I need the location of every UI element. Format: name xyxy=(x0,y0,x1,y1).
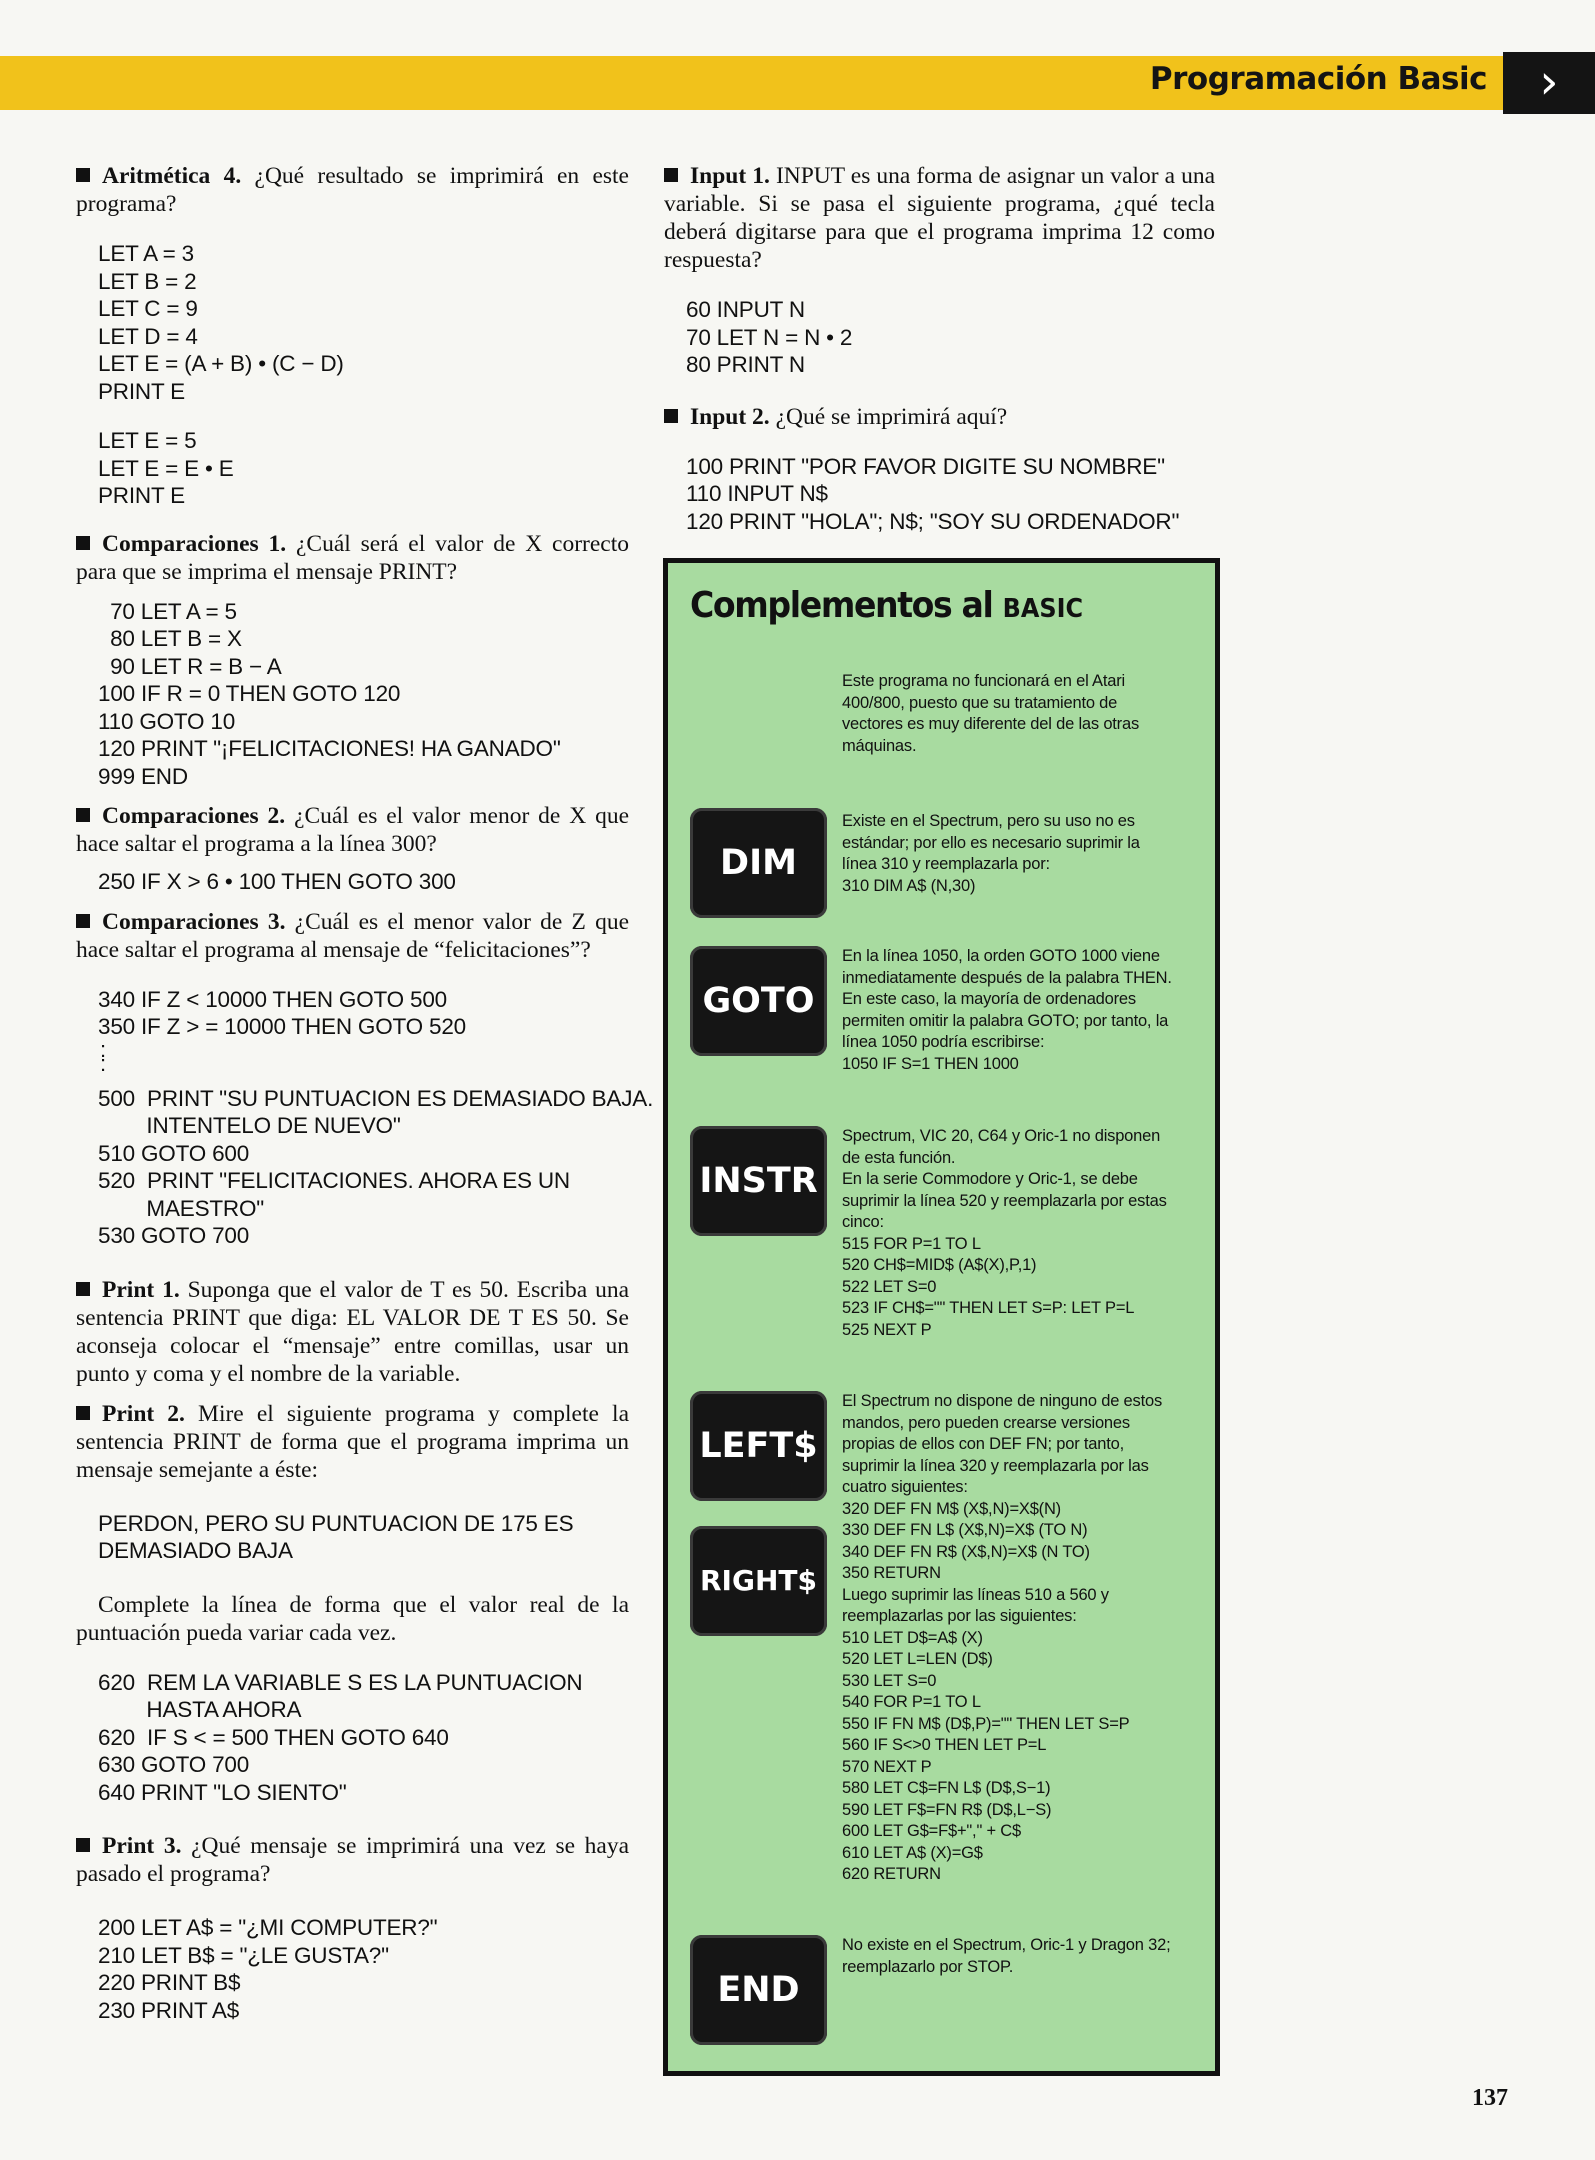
question-text: ¿Qué resultado se imprimirá en este programa? xyxy=(76,163,629,217)
instr-note: Spectrum, VIC 20, C64 y Oric-1 no disponen de esta función. En la serie Commodore y Oric-1, se debe suprimir la línea 520 y reemplazarla por estas cinco: 515 FOR P=1 TO L 520 CH$=MID$ (A$(X),P,1) 522 LET S=0 523 IF CH$="" THEN LET S=P: LET P=L 525 NEXT P xyxy=(842,1127,1167,1339)
code-listing: LET E = 5 LET E = E • E PRINT E xyxy=(98,428,234,508)
bullet-icon xyxy=(664,168,678,182)
question-print-3 xyxy=(76,1832,629,1888)
question-print-2 xyxy=(76,1400,629,1484)
bullet-icon xyxy=(76,1406,90,1420)
question-text: Suponga que el valor de T es 50. Escriba una sentencia PRINT que diga: EL VALOR DE T ES 50. Se aconseja colocar el “mensaje” entre comillas, usar un punto y coma y el nombre de la variable. xyxy=(76,1276,629,1387)
box-title-basic: BASIC xyxy=(1002,594,1084,624)
left-column xyxy=(76,162,654,2024)
code-listing: 200 LET A$ = "¿MI COMPUTER?" 210 LET B$ = "¿LE GUSTA?" 220 PRINT B$ 230 PRINT A$ xyxy=(98,1915,438,2023)
question-aritmetica-4 xyxy=(76,162,629,218)
key-goto: GOTO xyxy=(690,946,827,1056)
question-label: Comparaciones 3. xyxy=(102,908,286,935)
box-title xyxy=(690,585,1083,626)
question-label: Input 2. xyxy=(690,403,770,430)
bullet-icon xyxy=(76,1282,90,1296)
box-title-main: Complementos al xyxy=(690,585,993,626)
key-right: RIGHT$ xyxy=(690,1526,827,1636)
right-column xyxy=(664,162,1215,535)
key-left: LEFT$ xyxy=(690,1391,827,1501)
bullet-icon xyxy=(76,536,90,550)
question-input-1 xyxy=(664,162,1215,274)
question-text: ¿Cuál es el valor menor de X que hace saltar el programa a la línea 300? xyxy=(76,803,629,857)
question-label: Print 3. xyxy=(102,1833,182,1859)
question-label: Print 1. xyxy=(102,1276,180,1303)
code-listing: 60 INPUT N 70 LET N = N • 2 80 PRINT N xyxy=(686,297,853,377)
question-text-continued: Complete la línea de forma que el valor real de la puntuación pueda variar cada vez. xyxy=(76,1591,629,1646)
key-instr: INSTR xyxy=(690,1126,827,1236)
code-listing: 250 IF X > 6 • 100 THEN GOTO 300 xyxy=(98,869,456,894)
question-text: ¿Cuál será el valor de X correcto para que se imprima el mensaje PRINT? xyxy=(76,530,630,585)
bullet-icon xyxy=(76,1838,90,1852)
code-listing: 340 IF Z < 10000 THEN GOTO 500 350 IF Z > = 10000 THEN GOTO 520 xyxy=(98,986,466,1039)
code-listing: LET A = 3 LET B = 2 LET C = 9 LET D = 4 LET E = (A + B) • (C − D) PRINT E xyxy=(98,241,344,404)
code-listing: 620 REM LA VARIABLE S ES LA PUNTUACION HASTA AHORA 620 IF S < = 500 THEN GOTO 640 630 GOTO 700 640 PRINT "LO SIENTO" xyxy=(98,1669,583,1805)
complementos-box xyxy=(663,558,1220,2076)
end-note: No existe en el Spectrum, Oric-1 y Dragon 32; reemplazarlo por STOP. xyxy=(842,1936,1171,1976)
key-end: END xyxy=(690,1935,827,2045)
page-number: 137 xyxy=(1472,2085,1508,2111)
question-text: INPUT es una forma de asignar un valor a una variable. Si se pasa el siguiente programa, ¿qué tecla deberá digitarse para que el programa imprima 12 como respuesta? xyxy=(664,163,1216,273)
question-label: Aritmética 4. xyxy=(102,163,242,189)
left-right-note: El Spectrum no dispone de ninguno de estos mandos, pero pueden crearse versiones propias de ellos con DEF FN; por tanto, suprimir la línea 320 y reemplazarla por las cuatro siguientes: 320 DEF FN M$ (X$,N)=X$(N) 330 DEF FN L$ (X$,N)=X$ (TO N) 340 DEF FN R$ (X$,N)=X$ (N TO) 350 RETURN Luego suprimir las líneas 510 a 560 y reemplazarlas por las siguientes: 510 LET D$=A$ (X) 520 LET L=LEN (D$) 530 LET S=0 540 FOR P=1 TO L 550 IF FN M$ (D$,P)="" THEN LET S=P 560 IF S<>0 THEN LET P=L 570 NEXT P 580 LET C$=FN L$ (D$,S−1) 590 LET F$=FN R$ (D$,L−S) 600 LET G$=F$+"," + C$ 610 LET A$ (X)=G$ 620 RETURN xyxy=(842,1392,1162,1883)
question-input-2 xyxy=(664,403,1215,431)
question-comparaciones-2 xyxy=(76,802,629,858)
code-listing: 70 LET A = 5 80 LET B = X 90 LET R = B − A 100 IF R = 0 THEN GOTO 120 110 GOTO 10 120 PRINT "¡FELICITACIONES! HA GANADO" 999 END xyxy=(98,598,561,789)
code-listing: PERDON, PERO SU PUNTUACION DE 175 ES DEMASIADO BAJA xyxy=(98,1510,574,1563)
goto-note: En la línea 1050, la orden GOTO 1000 viene inmediatamente después de la palabra THEN. En este caso, la mayoría de ordenadores permiten omitir la palabra GOTO; por tanto, la línea 1050 podría escribirse: 1050 IF S=1 THEN 1000 xyxy=(842,947,1172,1073)
bullet-icon xyxy=(76,808,90,822)
question-text: ¿Qué mensaje se imprimirá una vez se haya pasado el programa? xyxy=(76,1833,629,1887)
question-comparaciones-1 xyxy=(76,530,629,586)
question-print-1 xyxy=(76,1276,629,1388)
bullet-icon xyxy=(664,409,678,423)
question-label: Print 2. xyxy=(102,1400,185,1427)
question-label: Comparaciones 2. xyxy=(102,803,286,829)
page-header-title: Programación Basic xyxy=(1149,61,1487,97)
key-dim: DIM xyxy=(690,808,827,918)
dim-note: Existe en el Spectrum, pero su uso no es estándar; por ello es necesario suprimir la línea 310 y reemplazarla por: 310 DIM A$ (N,30) xyxy=(842,812,1140,895)
bullet-icon xyxy=(76,914,90,928)
question-text: ¿Qué se imprimirá aquí? xyxy=(775,403,1008,430)
question-label: Input 1. xyxy=(690,163,770,189)
bullet-icon xyxy=(76,168,90,182)
question-comparaciones-3 xyxy=(76,908,629,964)
question-text: ¿Cuál es el menor valor de Z que hace saltar el programa al mensaje de “felicitaciones”? xyxy=(76,908,630,963)
question-text: Mire el siguiente programa y complete la sentencia PRINT de forma que el programa imprima un mensaje semejante a éste: xyxy=(76,1400,629,1483)
code-listing: 100 PRINT "POR FAVOR DIGITE SU NOMBRE" 110 INPUT N$ 120 PRINT "HOLA"; N$; "SOY SU ORDENADOR" xyxy=(686,453,1180,534)
question-label: Comparaciones 1. xyxy=(102,530,287,557)
ellipsis-dots: : : xyxy=(100,1036,107,1076)
chevron-right-icon: › xyxy=(1503,52,1595,114)
box-intro-note: Este programa no funcionará en el Atari 400/800, puesto que su tratamiento de vectores es muy diferente del de las otras máquinas. xyxy=(842,672,1140,755)
code-listing: 500 PRINT "SU PUNTUACION ES DEMASIADO BAJA. INTENTELO DE NUEVO" 510 GOTO 600 520 PRINT "FELICITACIONES. AHORA ES UN MAESTRO" 530 GOTO 700 xyxy=(98,1085,654,1248)
header-bar xyxy=(0,56,1595,110)
